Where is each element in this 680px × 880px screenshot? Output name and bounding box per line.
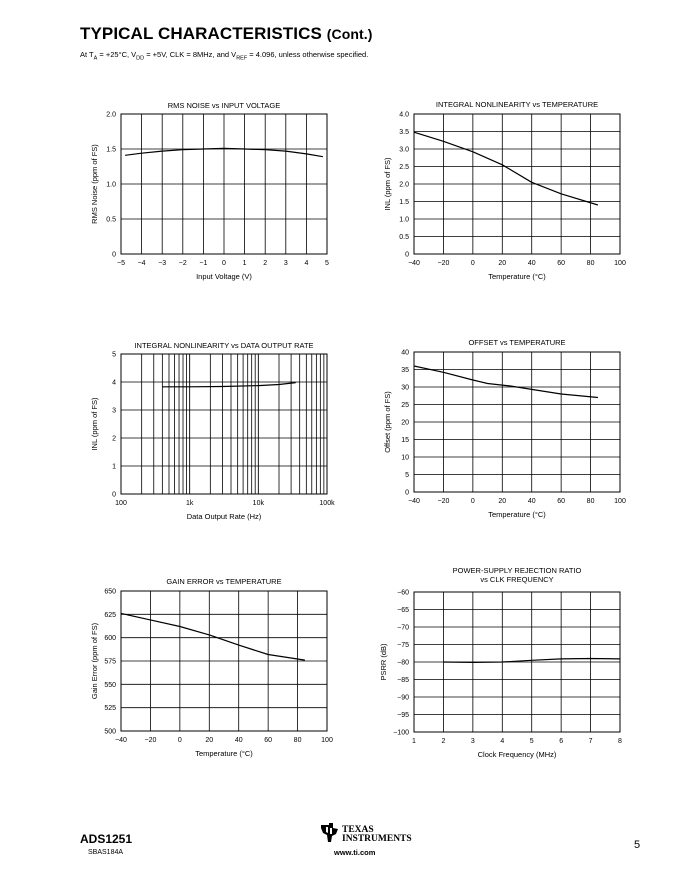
y-tick-label: −85 [397,677,409,684]
x-tick-label: 3 [283,260,288,267]
cond-sub: A [93,55,98,62]
x-tick-label: 40 [234,737,243,744]
x-tick-label: 40 [527,260,536,267]
x-axis-label: Clock Frequency (MHz) [477,750,557,759]
x-tick-label: −40 [408,260,420,267]
x-tick-label: 2 [263,260,268,267]
cond-part: At T [80,50,94,59]
x-tick-label: 4 [304,260,309,267]
y-tick-label: 40 [401,349,409,357]
y-axis-label: RMS Noise (ppm of FS) [90,144,99,224]
y-tick-label: −60 [397,589,409,597]
x-tick-label: 100 [614,498,626,505]
y-tick-label: 10 [401,454,409,462]
chart-title: OFFSET vs TEMPERATURE [468,338,566,347]
y-axis-label: INL (ppm of FS) [90,397,99,451]
y-axis-label: PSRR (dB) [379,643,388,681]
x-tick-label: 0 [222,260,226,267]
y-tick-label: 1.5 [106,146,116,154]
chart-inl-temp [383,100,626,281]
y-tick-label: 35 [401,367,409,374]
x-tick-label: −5 [117,260,125,267]
y-tick-label: −75 [397,642,409,649]
chart-offset-temp [383,338,626,519]
y-tick-label: 15 [401,437,409,444]
x-tick-label: 20 [205,737,214,744]
y-tick-label: 2 [112,435,116,443]
y-tick-label: 0.5 [399,234,409,241]
chart-title: INTEGRAL NONLINEARITY vs DATA OUTPUT RATE [134,341,314,350]
y-tick-label: −90 [397,694,409,702]
series-line [121,613,305,660]
y-tick-label: −70 [397,624,409,632]
brand-line-1: TEXAS [342,825,374,835]
y-tick-label: 500 [104,728,116,736]
x-tick-label: 20 [498,260,507,267]
y-tick-label: 0 [112,491,116,499]
y-tick-label: 1 [112,463,116,471]
x-tick-label: −20 [437,260,450,267]
series-line [414,366,598,398]
y-tick-label: 0.5 [106,216,116,224]
chart-title: POWER-SUPPLY REJECTION RATIO [452,566,582,575]
x-tick-label: 100 [614,260,626,267]
x-tick-label: 60 [557,498,566,505]
cond-part: = +25°C, V [97,50,137,59]
x-tick-label: 80 [586,498,595,505]
x-tick-label: 1 [242,260,247,267]
y-tick-label: 650 [104,588,116,596]
x-tick-label: 6 [559,738,564,745]
x-axis-label: Temperature (°C) [195,749,253,758]
x-tick-label: 100 [115,500,127,507]
chart-title: RMS NOISE vs INPUT VOLTAGE [167,101,281,110]
chart-title: GAIN ERROR vs TEMPERATURE [166,577,282,586]
x-tick-label: −4 [137,260,146,267]
x-tick-label: 10k [252,500,264,507]
y-axis-label: Gain Error (ppm of FS) [90,622,99,700]
x-tick-label: 7 [588,738,593,745]
plot-frame [121,354,327,494]
y-tick-label: −80 [397,659,409,667]
cond-part: = 4.096, unless otherwise specified. [247,50,369,59]
x-tick-label: −3 [158,260,167,267]
x-tick-label: 0 [470,260,475,267]
y-tick-label: 30 [401,384,409,392]
x-tick-label: 2 [441,738,446,745]
x-tick-label: 100 [321,737,333,744]
x-tick-label: −1 [199,260,208,267]
y-tick-label: 2.5 [399,164,409,171]
y-tick-label: 5 [112,351,116,359]
page-number: 5 [634,839,641,851]
chart-inl-rate [90,341,335,521]
y-tick-label: 4.0 [399,111,409,119]
x-tick-label: 80 [586,260,595,267]
x-tick-label: 80 [293,737,302,744]
chart-rms-noise [90,101,329,281]
chart-psrr [379,566,622,759]
y-tick-label: 20 [401,419,409,427]
document-number: SBAS184A [88,849,124,856]
footer-part-info [80,832,132,856]
x-tick-label: 1 [412,738,416,745]
x-tick-label: 60 [264,737,273,744]
y-tick-label: 525 [104,705,116,713]
part-number: ADS1251 [80,832,133,846]
x-tick-label: 4 [500,738,505,745]
page-title-suffix: (Cont.) [326,26,373,42]
x-tick-label: 5 [325,260,329,267]
y-tick-label: −100 [393,729,409,737]
x-tick-label: 40 [527,498,536,505]
y-tick-label: 0 [405,251,409,259]
cond-sub: DD [136,55,145,62]
y-tick-label: 3.5 [399,129,409,136]
y-tick-label: 575 [104,658,116,666]
x-axis-label: Input Voltage (V) [196,272,252,281]
x-tick-label: 0 [470,498,475,505]
y-tick-label: 550 [104,681,116,689]
x-axis-label: Data Output Rate (Hz) [186,512,262,521]
brand-line-2: INSTRUMENTS [342,834,412,844]
y-tick-label: 3.0 [399,146,409,154]
ti-brand-name [342,826,412,844]
website-link[interactable]: www.ti.com [334,848,376,857]
y-tick-label: 2.0 [106,111,116,119]
x-tick-label: 100k [319,500,335,507]
y-tick-label: 0 [112,251,116,259]
x-tick-label: −40 [115,737,127,744]
cond-part: = +5V, CLK = 8MHz, and V [144,50,237,59]
x-tick-label: −40 [408,498,420,505]
y-axis-label: INL (ppm of FS) [383,157,392,211]
y-tick-label: 0 [405,489,409,497]
x-axis-label: Temperature (°C) [488,272,546,281]
cond-sub: REF [236,55,248,62]
y-tick-label: 1.5 [399,199,409,206]
x-axis-label: Temperature (°C) [488,510,546,519]
y-tick-label: 600 [104,635,116,643]
y-tick-label: 3 [112,407,116,415]
x-tick-label: 20 [498,498,507,505]
x-tick-label: 8 [618,738,622,745]
chart-title: INTEGRAL NONLINEARITY vs TEMPERATURE [435,100,599,109]
x-tick-label: 60 [557,260,566,267]
y-tick-label: −95 [397,712,409,719]
x-tick-label: 1k [185,500,194,507]
x-tick-label: −20 [437,498,450,505]
y-tick-label: 25 [401,402,409,409]
y-axis-label: Offset (ppm of FS) [383,391,392,453]
page-title-text: TYPICAL CHARACTERISTICS [80,24,322,43]
ti-logo-icon [320,822,340,844]
y-tick-label: 4 [112,379,116,387]
x-tick-label: 5 [529,738,534,745]
x-tick-label: −20 [144,737,157,744]
chart-gain-error [90,577,333,758]
y-tick-label: 2.0 [399,181,409,189]
chart-title: vs CLK FREQUENCY [480,575,554,584]
series-line [414,132,598,205]
y-tick-label: 625 [104,611,116,619]
x-tick-label: −2 [178,260,187,267]
x-tick-label: 3 [470,738,475,745]
series-line [162,383,295,387]
y-tick-label: 1.0 [399,216,409,224]
y-tick-label: −65 [397,607,409,614]
x-tick-label: 0 [177,737,182,744]
y-tick-label: 5 [405,472,409,479]
y-tick-label: 1.0 [106,181,116,189]
